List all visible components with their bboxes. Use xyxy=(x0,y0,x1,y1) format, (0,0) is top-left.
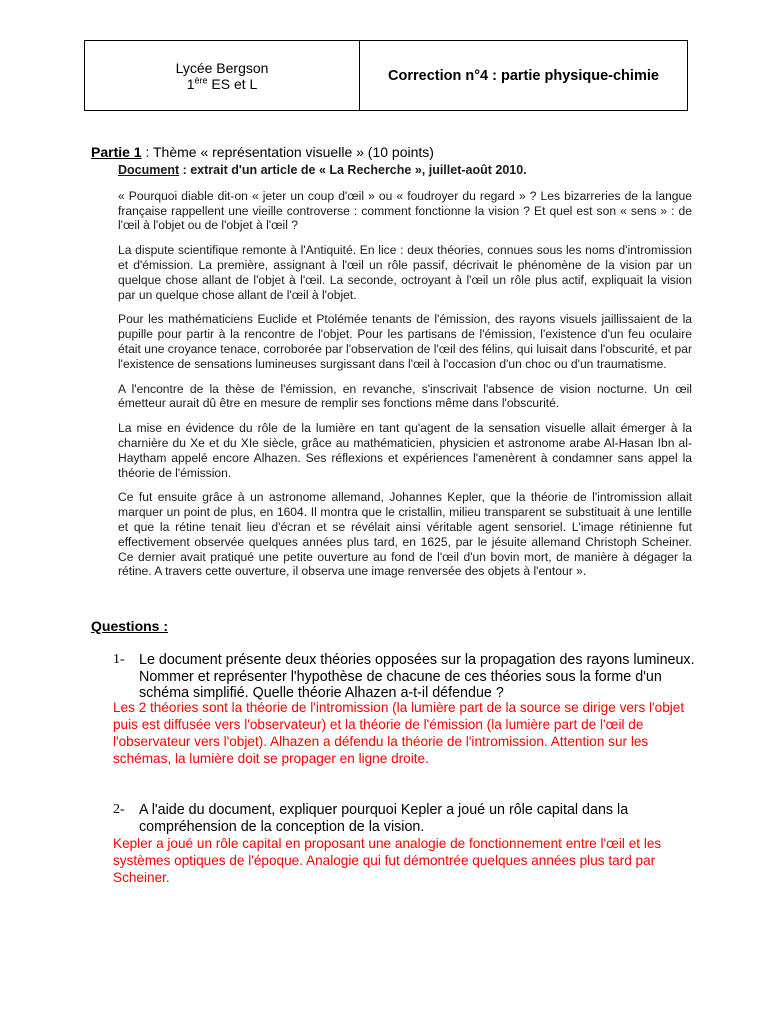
question-1-text: Le document présente deux théories opposées sur la propagation des rayons lumineux. Nommer et représenter l'hypothèse de chacune de ces théories sous la forme d'un schéma simplifié. Quelle théorie Alhazen a-t-il défendue ? xyxy=(139,652,695,701)
question-2-text: A l'aide du document, expliquer pourquoi Kepler a joué un rôle capital dans la compréhension de la conception de la vision. xyxy=(139,802,629,835)
document-label: Document xyxy=(118,163,180,177)
class-name xyxy=(187,76,258,92)
class-rest: ES et L xyxy=(207,75,258,92)
header-title-cell xyxy=(360,41,687,110)
partie-label: Partie 1 xyxy=(91,144,142,160)
question-1-number: 1- xyxy=(113,652,125,667)
questions-title: Questions : xyxy=(91,618,169,634)
document-paragraph: Pour les mathématiciens Euclide et Ptolémée tenants de l'émission, des rayons visuels jaillissaient de la pupille pour partir à la rencontre de l'objet. Pour les partisans de l'émission, l'existence d'un feu oculaire était une croyance tenace, corroborée par l'observation de l'œil des félins, qui luisait dans l'obscurité, et par l'existence de sensations lumineuses surgissant dans l'œil à l'occasion d'un choc ou d'un traumatisme. xyxy=(118,312,692,371)
document-paragraph: Ce fut ensuite grâce à un astronome allemand, Johannes Kepler, que la théorie de l'intromission allait marquer un point de plus, en 1604. Il montra que le cristallin, milieu transparent se substituait à une lentille et que la rétine tenait lieu d'écran et se révélait ainsi véritable agent sensoriel. L'image rétinienne fut effectivement observée quelques années plus tard, en 1625, par le jésuite allemand Christoph Scheiner. Ce dernier avait pratiqué une petite ouverture au fond de l'œil d'un bovin mort, de manière à dégager la rétine. A travers cette ouverture, il observa une image renversée des objets à l'entour ». xyxy=(118,490,692,579)
partie-text: : Thème « représentation visuelle » (10 points) xyxy=(141,144,434,160)
class-num: 1 xyxy=(186,75,195,92)
document-paragraph: « Pourquoi diable dit-on « jeter un coup d'œil » ou « foudroyer du regard » ? Les bizarreries de la langue française rappellent une vieille controverse : comment fonctionne la vision ? Et quel est son « sens » : de l'œil à l'objet ou de l'objet à l'œil ? xyxy=(118,188,692,233)
document-source xyxy=(118,163,692,178)
document-source-text: : extrait d'un article de « La Recherche », juillet-août 2010. xyxy=(179,163,527,177)
answer-1: Les 2 théories sont la théorie de l'intromission (la lumière part de la source se dirige vers l'objet puis est diffusée vers l'observateur) et la théorie de l'émission (la lumière part de l'œil de l'observateur vers l'objet). Alhazen a défendu la théorie de l'intromission. Attention sur les schémas, la lumière doit se propager en ligne droite. xyxy=(113,700,685,766)
document-extract xyxy=(118,163,692,589)
class-sup: ère xyxy=(194,74,208,85)
partie-heading xyxy=(91,144,434,160)
document-paragraph: La mise en évidence du rôle de la lumière en tant qu'agent de la sensation visuelle allait émerger à la charnière du Xe et du XIe siècle, grâce au mathématicien, physicien et astronome arabe Al-Hasan Ibn al-Haytham appelé encore Alhazen. Ses réflexions et expériences l'amenèrent à condamner sans appel la théorie de l'émission. xyxy=(118,421,692,480)
question-2-number: 2- xyxy=(113,802,125,817)
document-paragraph: A l'encontre de la thèse de l'émission, en revanche, s'inscrivait l'absence de vision nocturne. Un œil émetteur aurait dû être en mesure de remplir ses fonctions même dans l'obscurité. xyxy=(118,381,692,411)
school-name: Lycée Bergson xyxy=(175,59,269,76)
page-title: Correction n°4 : partie physique-chimie xyxy=(388,67,659,84)
header-school-cell xyxy=(85,41,360,110)
answer-2: Kepler a joué un rôle capital en proposant une analogie de fonctionnement entre l'œil et les systèmes optiques de l'époque. Analogie qui fut démontrée quelques années plus tard par Scheiner. xyxy=(113,836,662,885)
header-table xyxy=(84,40,688,111)
document-paragraph: La dispute scientifique remonte à l'Antiquité. En lice : deux théories, connues sous les noms d'intromission et d'émission. La première, assignant à l'œil un rôle passif, décrivait le phénomène de la vision par un quelque chose allant de l'objet à l'œil. La seconde, octroyant à l'œil un rôle plus actif, expliquait la vision par un quelque chose allant de l'œil à l'objet. xyxy=(118,243,692,302)
